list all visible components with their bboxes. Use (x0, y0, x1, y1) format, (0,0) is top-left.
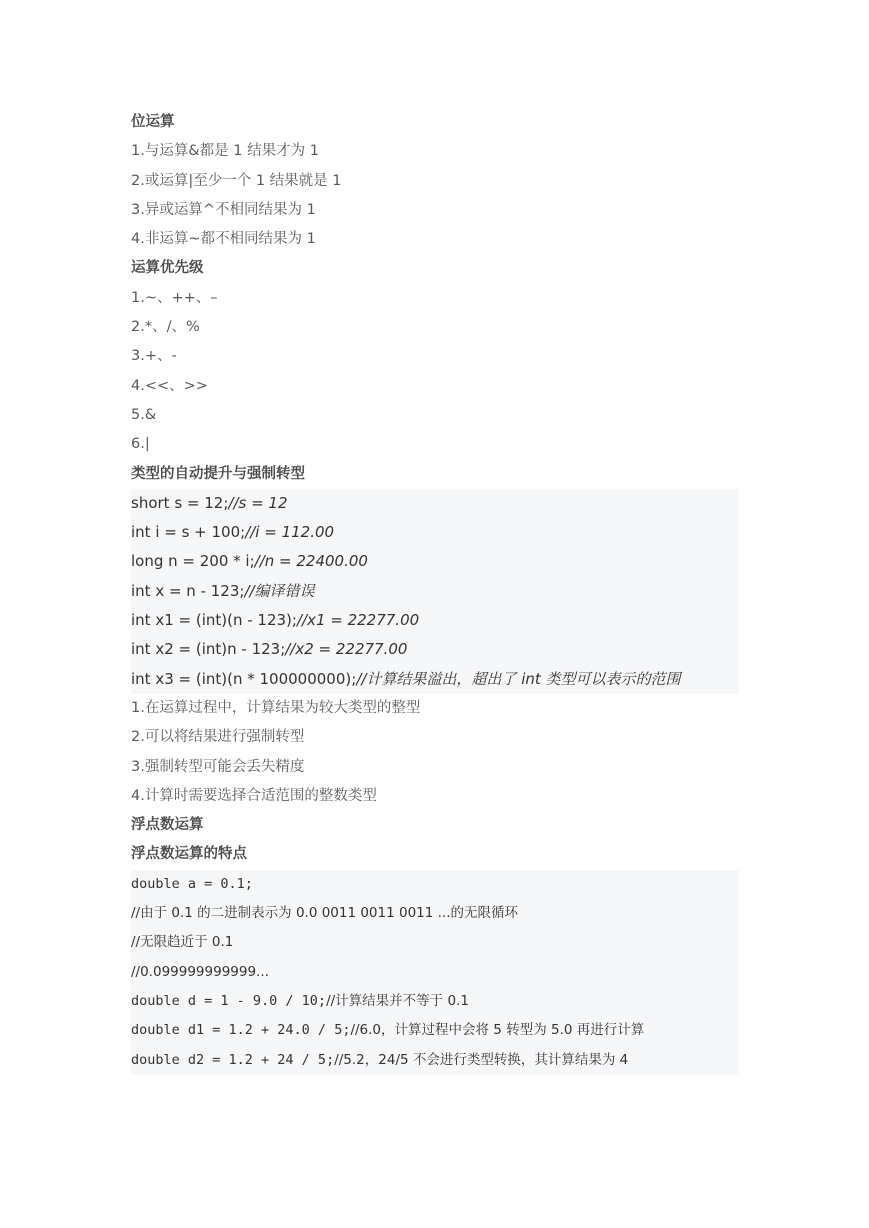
code-text: int i = s + 100; (131, 523, 246, 542)
subheading-float-ops: 浮点数运算的特点 (131, 846, 247, 863)
code-line (131, 635, 739, 664)
code-comment: //s = 12 (228, 493, 288, 512)
code-line (131, 606, 739, 635)
list-item: 4.<<、>> (131, 377, 208, 394)
code-block-float-ops (131, 870, 739, 1075)
code-comment: //x1 = 22277.00 (296, 611, 420, 630)
code-line (131, 547, 739, 576)
heading-type-promotion: 类型的自动提升与强制转型 (131, 465, 305, 482)
code-text: int x3 = (int)(n * 100000000); (131, 669, 357, 688)
code-line (131, 870, 739, 899)
code-comment: //n = 22400.00 (254, 552, 368, 571)
note-item: 1.在运算过程中，计算结果为较大类型的整型 (131, 699, 421, 716)
code-text: double d2 = 1.2 + 24 / 5; (131, 1051, 335, 1068)
code-comment: //计算结果并不等于 0.1 (326, 992, 469, 1009)
code-text: double d1 = 1.2 + 24.0 / 5; (131, 1022, 351, 1039)
list-item: 2.或运算|至少一个 1 结果就是 1 (131, 172, 342, 189)
list-item: 5.& (131, 406, 157, 423)
code-text: int x2 = (int)n - 123; (131, 640, 286, 659)
code-line (131, 665, 739, 694)
code-line (131, 928, 739, 957)
code-line (131, 518, 739, 547)
code-comment: //x2 = 22277.00 (285, 640, 408, 659)
document-content (131, 108, 739, 1075)
code-line (131, 958, 739, 987)
note-item: 2.可以将结果进行强制转型 (131, 729, 305, 746)
code-line (131, 489, 739, 518)
list-item: 3.异或运算^不相同结果为 1 (131, 201, 316, 218)
list-item: 2.*、/、% (131, 319, 200, 336)
code-comment: //编译错误 (244, 581, 315, 600)
note-item: 3.强制转型可能会丢失精度 (131, 758, 305, 775)
code-line (131, 899, 739, 928)
code-block-type-promotion (131, 489, 739, 694)
code-comment: //6.0，计算过程中会将 5 转型为 5.0 再进行计算 (350, 1022, 645, 1039)
heading-precedence: 运算优先级 (131, 260, 204, 277)
code-line (131, 1016, 739, 1045)
heading-float-ops: 浮点数运算 (131, 817, 204, 834)
list-item: 3.+、- (131, 348, 177, 365)
list-item: 6.| (131, 436, 150, 453)
code-comment: //5.2，24/5 不会进行类型转换，其计算结果为 4 (334, 1051, 629, 1068)
code-text: int x1 = (int)(n - 123); (131, 611, 297, 630)
list-item: 4.非运算~都不相同结果为 1 (131, 231, 316, 248)
code-text: double a = 0.1; (131, 875, 253, 892)
code-comment: //由于 0.1 的二进制表示为 0.0 0011 0011 0011 ...的无限循环 (131, 905, 519, 922)
heading-bit-ops: 位运算 (131, 114, 175, 130)
note-item: 4.计算时需要选择合适范围的整数类型 (131, 787, 377, 804)
code-text: int x = n - 123; (131, 581, 245, 600)
code-comment: //0.099999999999... (131, 963, 269, 980)
code-line (131, 1046, 739, 1075)
list-item: 1.~、++、– (131, 289, 218, 306)
list-item: 1.与运算&都是 1 结果才为 1 (131, 143, 319, 160)
code-text: short s = 12; (131, 493, 229, 512)
code-comment: //计算结果溢出，超出了 int 类型可以表示的范围 (356, 669, 681, 688)
code-text: long n = 200 * i; (131, 552, 255, 571)
code-comment: //无限趋近于 0.1 (131, 934, 234, 951)
code-comment: //i = 112.00 (245, 523, 335, 542)
code-line (131, 987, 739, 1016)
code-text: double d = 1 - 9.0 / 10; (131, 992, 327, 1009)
code-line (131, 577, 739, 606)
